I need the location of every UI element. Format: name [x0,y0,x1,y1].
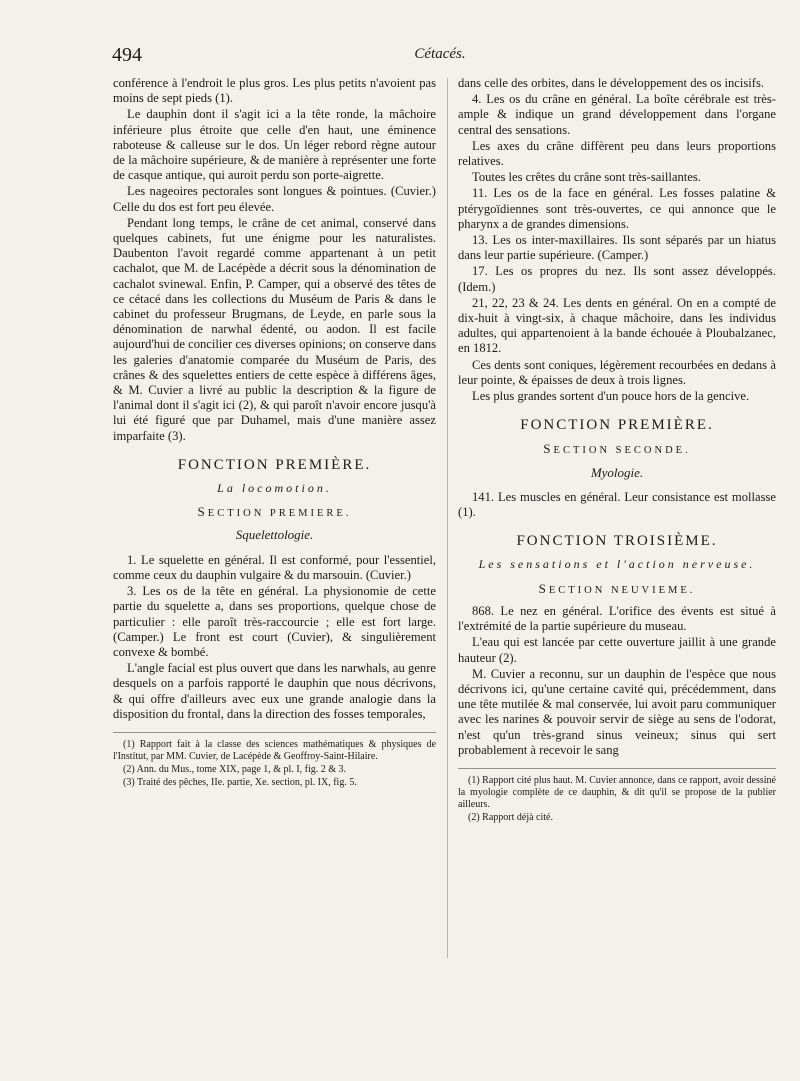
paragraph: L'angle facial est plus ouvert que dans les narwhals, au genre desquels on a parfois rapporté le dauphin que nous décrivons, & qui offre d'ailleurs avec eux une grande analogie dans la disposition du frontal, dans la direction des fosses temporales, [113,661,436,721]
paragraph: 3. Les os de la tête en général. La physionomie de cette partie du squelette a, dans ses proportions, quelque chose de particulier : elle paroît très-raccourcie ; elle est fort large. (Camper.) Le front est court (Cuvier), & singulièrement convexe & bombé. [113,584,436,659]
subheading-sensations: Les sensations et l'action nerveuse. [478,557,756,572]
paragraph: L'eau qui est lancée par cette ouverture jaillit à une grande hauteur (2). [458,635,776,665]
paragraph: Ces dents sont coniques, légèrement recourbées en dedans à leur pointe, & épaisses de deux à trois lignes. [458,357,776,387]
paragraph: 13. Les os inter-maxillaires. Ils sont séparés par un hiatus dans leur partie supérieure. (Camper.) [458,233,776,263]
paragraph: Les axes du crâne diffèrent peu dans leurs proportions relatives. [458,138,776,169]
left-column [113,76,436,790]
footnote: (1) Rapport cité plus haut. M. Cuvier annonce, dans ce rapport, avoir dessiné la myologie complète de ce dauphin, & dit qu'il se propose de la publier ailleurs. [458,774,776,810]
subsection-title: Squelettologie. [235,527,314,543]
paragraph: dans celle des orbites, dans le développement des os incisifs. [458,76,765,90]
section-heading [113,504,436,521]
paragraph: 21, 22, 23 & 24. Les dents en général. On en a compté de dix-huit à vingt-six, à chaque mâchoire, dans les individus adultes, qui appartenoient à la bande échouée à Ploubalzanec, en 1812. [458,295,776,356]
subheading-locomotion: La locomotion. [217,481,332,496]
section-heading [458,441,776,458]
paragraph: conférence à l'endroit le plus gros. Les plus petits n'avoient pas moins de sept pieds (1). [113,76,436,106]
footnote: (2) Ann. du Mus., tome XIX, page 1, & pl. I, fig. 2 & 3. [123,763,347,775]
paragraph: 868. Le nez en général. L'orifice des évents est situé à l'extrémité de la partie supérieure du museau. [458,603,776,634]
running-head: Cétacés. [414,46,466,62]
paragraph: 1. Le squelette en général. Il est conformé, pour l'essentiel, comme ceux du dauphin vulgaire & du marsouin. (Cuvier.) [113,552,436,582]
section-initial: S [197,504,208,520]
section-rest: ECTION PREMIERE. [207,508,352,520]
section-heading [458,581,776,598]
section-rest: ECTION NEUVIEME. [548,584,696,596]
paragraph: 4. Les os du crâne en général. La boîte cérébrale est très-ample & indique un grand développement dans l'organe central des sensations. [458,92,776,137]
page-header [112,44,768,70]
section-initial: S [538,580,549,596]
subsection-title: Myologie. [590,464,644,480]
function-heading: FONCTION PREMIÈRE. [520,417,714,434]
footnote: (1) Rapport fait à la classe des sciences mathématiques & physiques de l'Institut, par MM. Cuvier, de Lacépède & Geoffroy-Saint-Hilaire. [113,738,436,762]
paragraph: 141. Les muscles en général. Leur consistance est mollasse (1). [458,489,776,520]
paragraph: Le dauphin dont il s'agit ici a la tête ronde, la mâchoire inférieure plus étroite que celle d'en haut, une éminence raboteuse & calleuse sur le dos. Un léger rebord règne autour de la mâchoire supérieure, & de manière à représenter une forte de casque antique, qui auroit perdu son porte-aigrette. [113,107,436,183]
paragraph: Toutes les crêtes du crâne sont très-saillantes. [472,170,701,185]
column-divider [447,78,448,958]
paragraph: Les plus grandes sortent d'un pouce hors de la gencive. [472,389,750,404]
paragraph: Pendant long temps, le crâne de cet animal, conservé dans quelques cabinets, fut une énigme pour les naturalistes. Daubenton l'avoit regardé comme appartenant à un petit cachalot, que M. de Lacépède a décrit sous la dénomination de cachalot svinewal. Enfin, P. Camper, qui a observé des têtes de ce cétacé dans les collections du Muséum de Paris & dans le cabinet du professeur Brugmans, de Leyde, en parle sous la dénomination de narwhal édenté, ou aodon. Il est facile aujourd'hui de concilier ces diverses opinions; on conserve dans les galeries d'anatomie comparée du Muséum de Paris, des crânes & des squelettes entiers de cette espèce à différens âges, & M. Cuvier a livré au public la description & la figure de l'animal dont il s'agit ici (2), & qui paroît n'avoir encore jusqu'à lui été figuré que par Duhamel, mais d'une manière assez imparfaite (3). [113,215,436,443]
page-number: 494 [112,44,142,66]
section-rest: ECTION SECONDE. [553,445,691,457]
section-initial: S [543,441,554,457]
right-column [458,76,776,825]
paragraph: M. Cuvier a reconnu, sur un dauphin de l'espèce que nous décrivons ici, qu'une certaine cavité qui, précédemment, dans une tête mutilée & mal conservée, lui avoit paru communiquer avec les narines & pouvoir servir de siège au sens de l'odorat, n'est qu'un très-grand sinus veineux; sinus qui sert probablement à recevoir le sang [458,666,776,757]
paragraph: 11. Les os de la face en général. Les fosses palatine & ptérygoïdiennes sont très-ouvertes, ce qui annonce que le pharynx a de grandes dimensions. [458,186,776,231]
footnote: (3) Traité des pêches, IIe. partie, Xe. section, pl. IX, fig. 5. [123,776,357,788]
footnote-rule [113,732,436,733]
footnote-rule [458,768,776,769]
paragraph: 17. Les os propres du nez. Ils sont assez développés. (Idem.) [458,264,776,294]
function-heading: FONCTION PREMIÈRE. [177,456,372,473]
paragraph: Les nageoires pectorales sont longues & pointues. (Cuvier.) Celle du dos est fort peu élevée. [113,184,436,214]
footnote: (2) Rapport déjà cité. [468,811,553,823]
function-heading: FONCTION TROISIÈME. [516,533,718,550]
